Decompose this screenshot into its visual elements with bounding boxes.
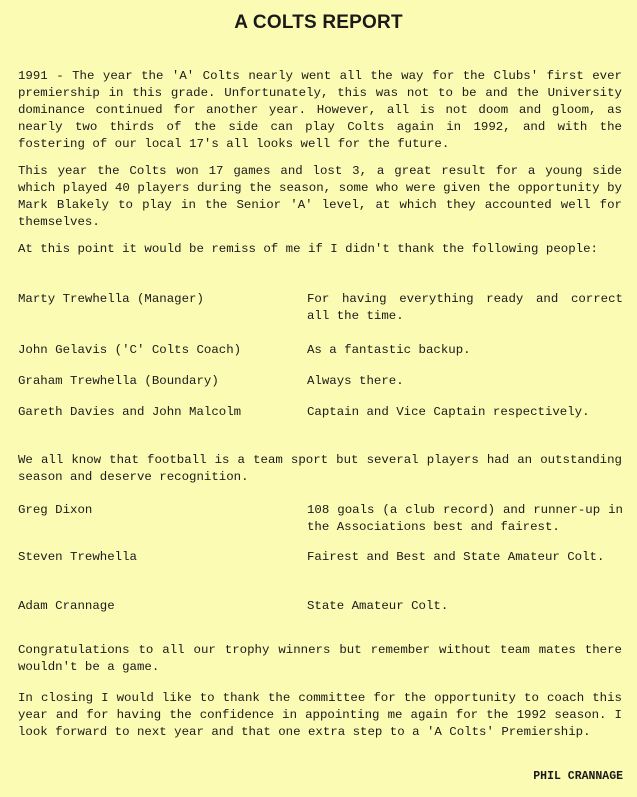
congratulations-paragraph: Congratulations to all our trophy winners but remember without team mates there wouldn't be a game.: [18, 643, 622, 674]
player-desc: Fairest and Best and State Amateur Colt.: [307, 550, 605, 564]
recognition-paragraph: We all know that football is a team sport but several players had an outstanding season and deserve recognition.: [18, 453, 622, 484]
closing-paragraph: In closing I would like to thank the committee for the opportunity to coach this year and for having the confidence in appointing me again for the 1992 season. I look forward to next year and that one extra step to a 'A Colts' Premiership.: [18, 691, 622, 739]
player-name: Greg Dixon: [18, 503, 93, 517]
thanks-desc: Always there.: [307, 374, 404, 388]
thanks-name: Marty Trewhella (Manager): [18, 292, 204, 306]
thanks-desc: As a fantastic backup.: [307, 343, 471, 357]
player-name: Adam Crannage: [18, 599, 115, 613]
report-title: A COLTS REPORT: [234, 12, 403, 33]
thanks-name: John Gelavis ('C' Colts Coach): [18, 343, 242, 357]
thanks-name: Graham Trewhella (Boundary): [18, 374, 219, 388]
season-paragraph: This year the Colts won 17 games and lost 3, a great result for a young side which played 40 players during the season, some who were given the opportunity by Mark Blakely to play in the Senior 'A' level, at which they accounted well for themselves.: [18, 164, 622, 229]
thanks-desc: For having everything ready and correct all the time.: [307, 292, 623, 323]
player-name: Steven Trewhella: [18, 550, 137, 564]
player-desc: State Amateur Colt.: [307, 599, 449, 613]
player-desc: 108 goals (a club record) and runner-up in the Associations best and fairest.: [307, 503, 623, 534]
author-signature: PHIL CRANNAGE: [533, 770, 623, 783]
thanks-name: Gareth Davies and John Malcolm: [18, 405, 242, 419]
intro-paragraph: 1991 - The year the 'A' Colts nearly went all the way for the Clubs' first ever premiership in this grade. Unfortunately, this was not to be and the University dominance continued for another year. However, all is not doom and gloom, as nearly two thirds of the side can play Colts again in 1992, and with the fostering of our local 17's all looks well for the future.: [18, 69, 622, 151]
thanks-desc: Captain and Vice Captain respectively.: [307, 405, 590, 419]
thanks-intro-paragraph: At this point it would be remiss of me if I didn't thank the following people:: [18, 242, 598, 256]
